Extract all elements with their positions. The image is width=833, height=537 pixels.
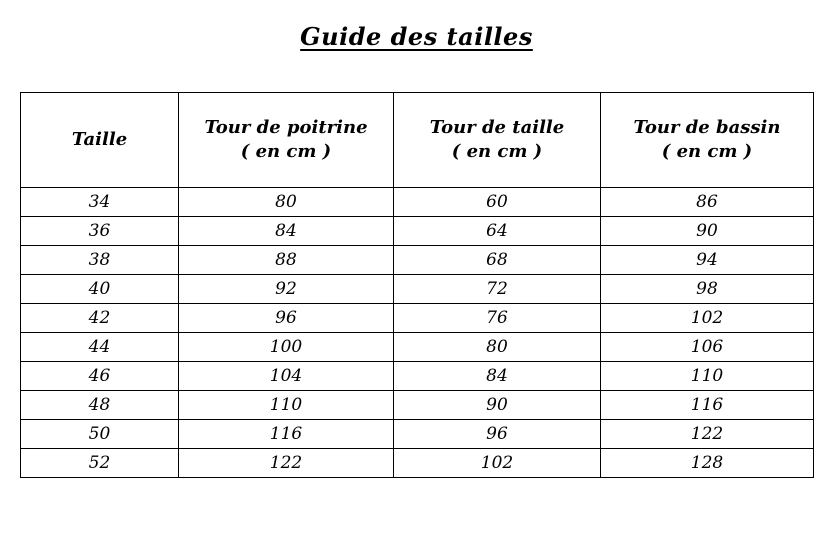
cell-bassin: 102	[601, 304, 814, 333]
cell-taille-mesure: 90	[394, 391, 601, 420]
cell-poitrine: 110	[179, 391, 394, 420]
cell-bassin: 86	[601, 188, 814, 217]
cell-taille-mesure: 60	[394, 188, 601, 217]
cell-poitrine: 80	[179, 188, 394, 217]
cell-bassin: 116	[601, 391, 814, 420]
table-row	[21, 275, 814, 304]
cell-taille-mesure: 72	[394, 275, 601, 304]
cell-taille: 50	[21, 420, 179, 449]
document-page	[0, 22, 833, 537]
cell-poitrine: 92	[179, 275, 394, 304]
cell-taille-mesure: 80	[394, 333, 601, 362]
cell-taille: 48	[21, 391, 179, 420]
table-row	[21, 362, 814, 391]
column-header-tour-de-taille-label: Tour de taille	[429, 116, 565, 138]
column-header-tour-de-bassin-label: Tour de bassin	[633, 116, 781, 138]
cell-bassin: 98	[601, 275, 814, 304]
cell-taille: 36	[21, 217, 179, 246]
cell-poitrine: 88	[179, 246, 394, 275]
cell-taille: 52	[21, 449, 179, 478]
cell-bassin: 122	[601, 420, 814, 449]
cell-poitrine: 122	[179, 449, 394, 478]
cell-taille-mesure: 102	[394, 449, 601, 478]
cell-taille-mesure: 96	[394, 420, 601, 449]
cell-poitrine: 84	[179, 217, 394, 246]
cell-taille: 42	[21, 304, 179, 333]
column-header-taille	[21, 93, 179, 188]
cell-poitrine: 96	[179, 304, 394, 333]
cell-bassin: 106	[601, 333, 814, 362]
size-guide-table-container	[20, 92, 813, 478]
table-row	[21, 449, 814, 478]
table-header	[21, 93, 814, 188]
column-header-tour-de-bassin	[601, 93, 814, 188]
table-row	[21, 217, 814, 246]
table-row	[21, 420, 814, 449]
cell-taille: 46	[21, 362, 179, 391]
cell-poitrine: 116	[179, 420, 394, 449]
cell-poitrine: 100	[179, 333, 394, 362]
cell-bassin: 94	[601, 246, 814, 275]
cell-taille: 38	[21, 246, 179, 275]
table-row	[21, 188, 814, 217]
column-header-tour-de-poitrine-unit: ( en cm )	[240, 141, 332, 162]
cell-taille-mesure: 76	[394, 304, 601, 333]
table-row	[21, 333, 814, 362]
column-header-tour-de-bassin-unit: ( en cm )	[661, 141, 753, 162]
page-title: Guide des tailles	[300, 22, 533, 51]
cell-bassin: 128	[601, 449, 814, 478]
column-header-tour-de-taille-unit: ( en cm )	[451, 141, 543, 162]
cell-taille-mesure: 68	[394, 246, 601, 275]
cell-taille: 40	[21, 275, 179, 304]
cell-poitrine: 104	[179, 362, 394, 391]
table-body	[21, 188, 814, 478]
column-header-tour-de-poitrine	[179, 93, 394, 188]
column-header-tour-de-poitrine-label: Tour de poitrine	[204, 116, 368, 138]
cell-bassin: 110	[601, 362, 814, 391]
table-row	[21, 304, 814, 333]
cell-bassin: 90	[601, 217, 814, 246]
cell-taille-mesure: 64	[394, 217, 601, 246]
size-guide-table	[20, 92, 814, 478]
table-row	[21, 246, 814, 275]
table-row	[21, 391, 814, 420]
cell-taille: 44	[21, 333, 179, 362]
table-header-row	[21, 93, 814, 188]
cell-taille-mesure: 84	[394, 362, 601, 391]
column-header-tour-de-taille	[394, 93, 601, 188]
cell-taille: 34	[21, 188, 179, 217]
column-header-taille-label: Taille	[71, 128, 128, 150]
